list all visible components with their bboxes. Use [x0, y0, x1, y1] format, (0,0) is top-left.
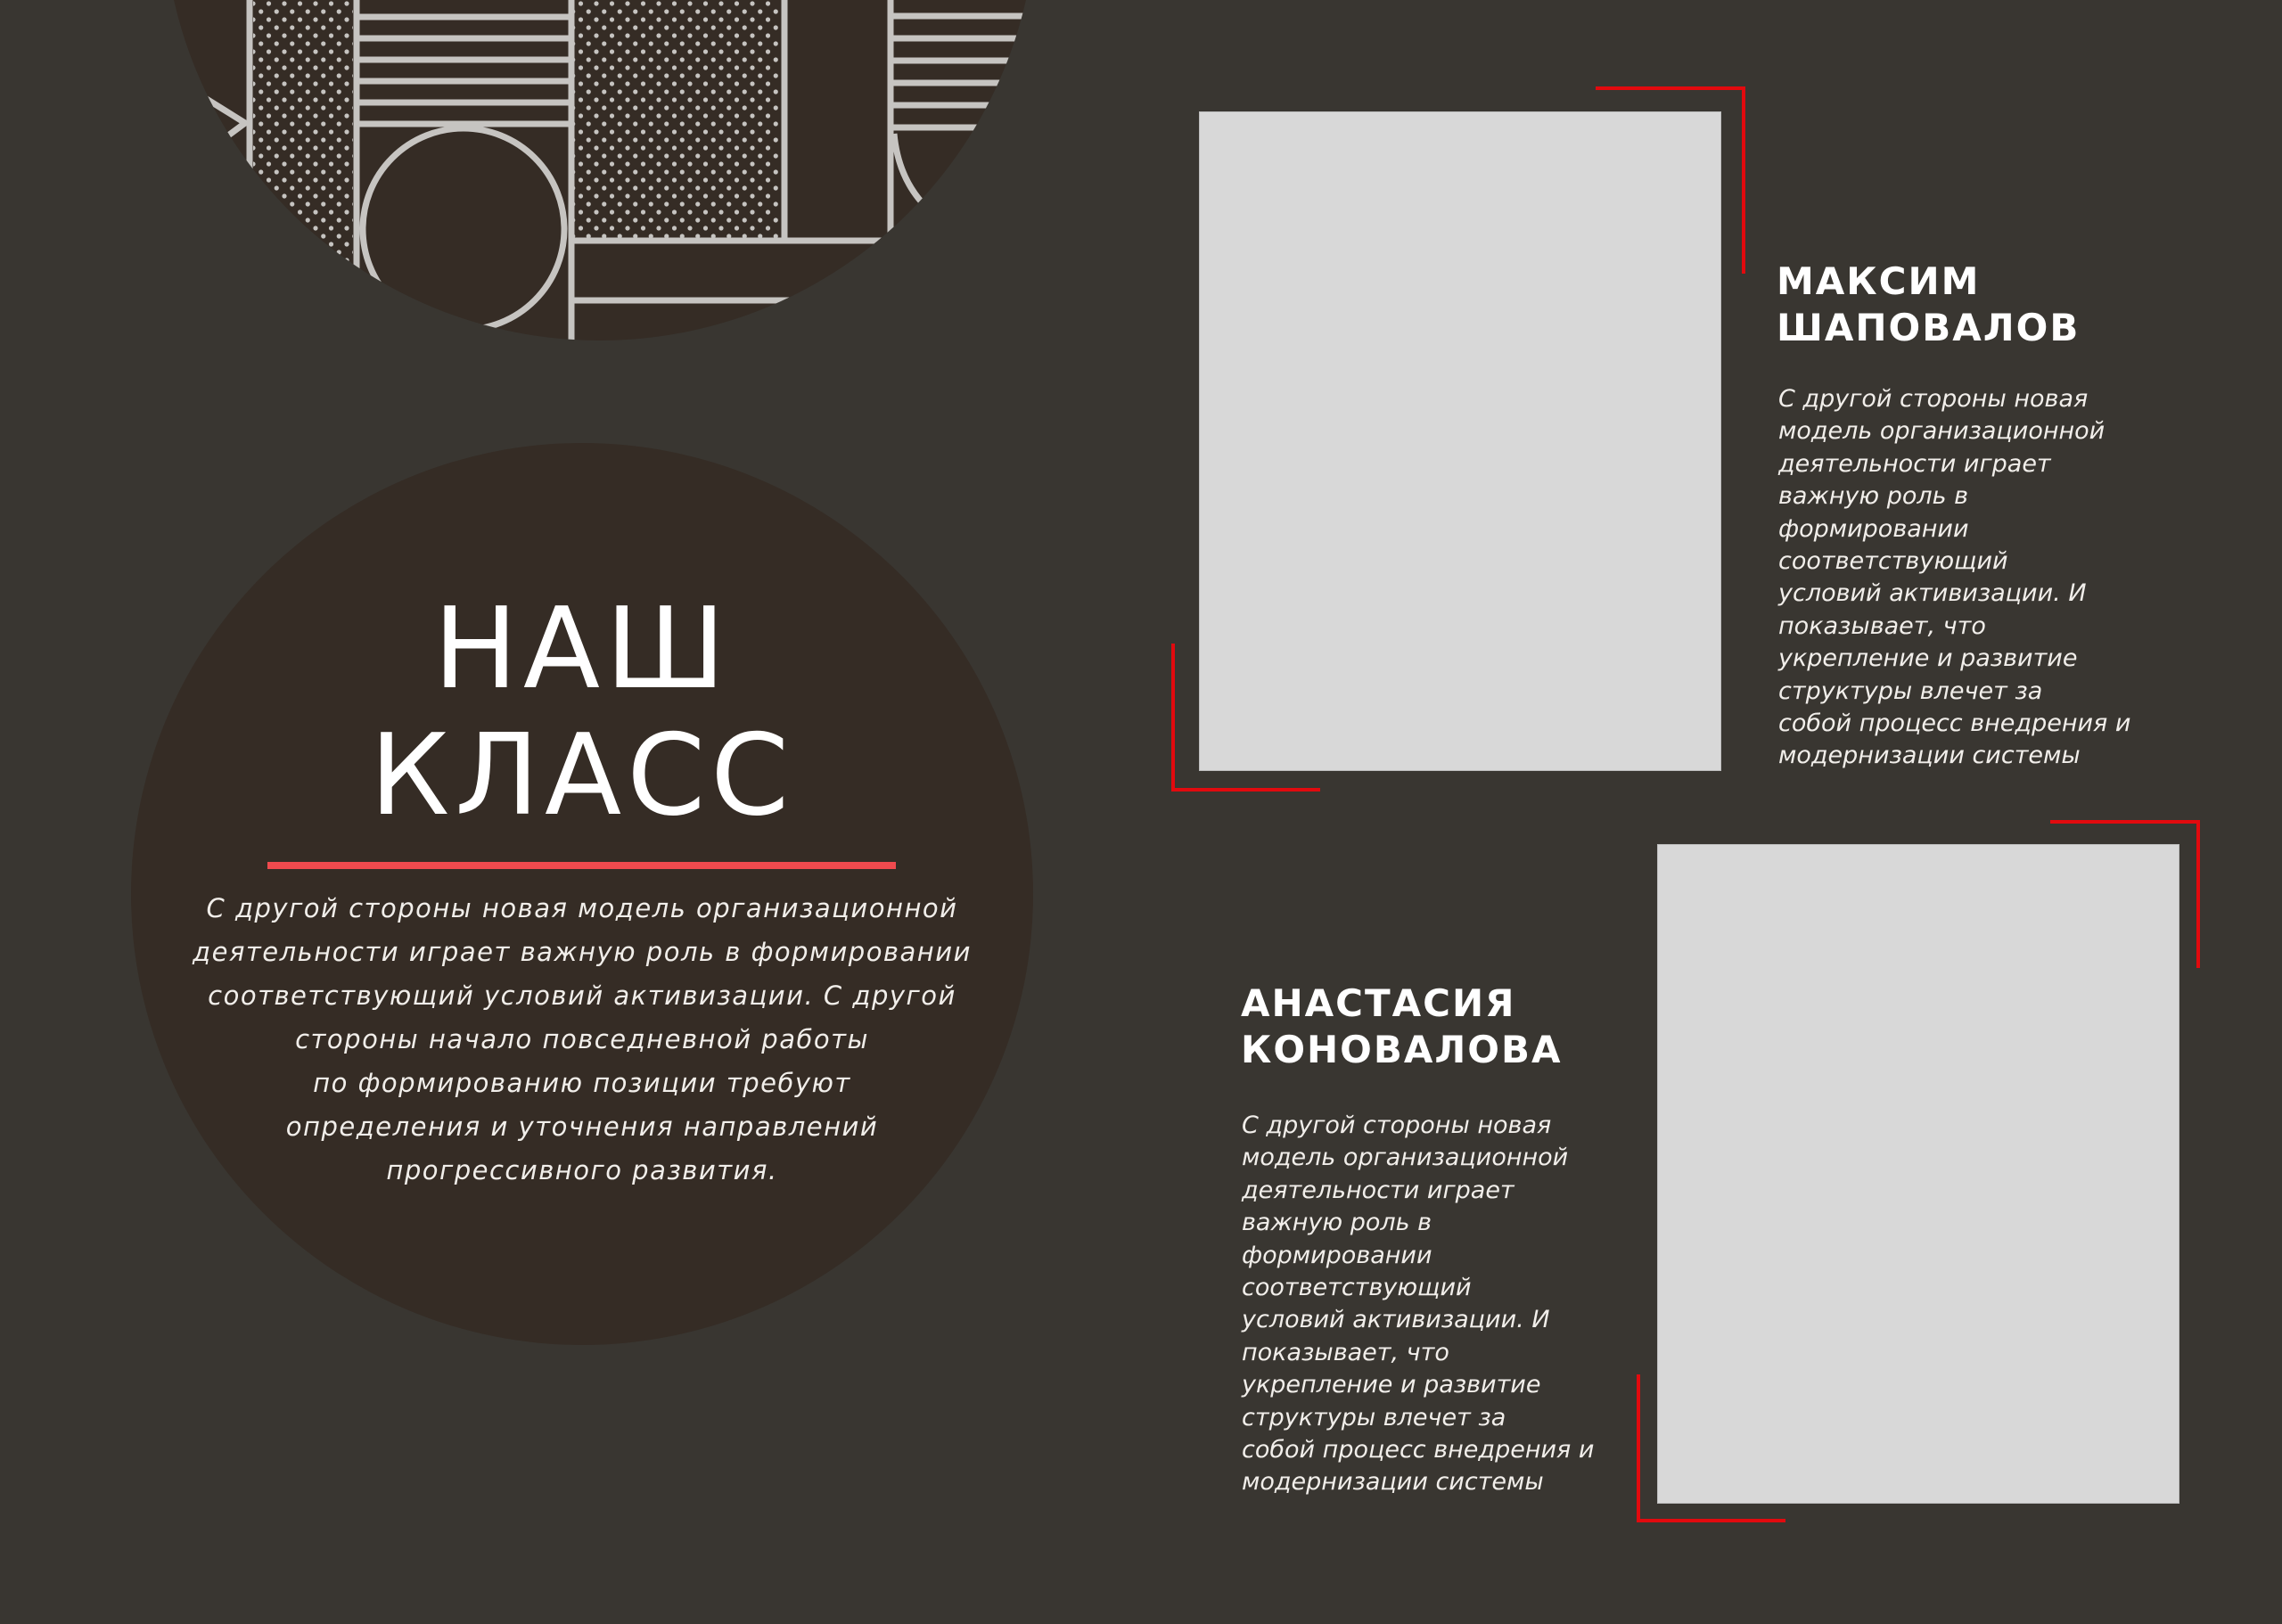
intro-line: прогрессивного развития.: [386, 1155, 778, 1185]
red-corner-bracket: [1171, 788, 1320, 791]
intro-paragraph: [152, 887, 1013, 1193]
red-corner-bracket: [1171, 644, 1175, 791]
title-underline: [267, 862, 896, 869]
intro-line: деятельности играет важную роль в формировании: [193, 937, 972, 967]
red-corner-bracket: [1742, 86, 1745, 274]
page-title-line1: НАШ: [433, 583, 731, 714]
student-bio-1: С другой стороны новая модель организационной деятельности играет важную роль в формировании соответствующий условий активизации. И показывает, что укрепление и развитие структуры влечет за собой процесс внедрения и модернизации системы: [1778, 385, 2131, 770]
page-title-line2: КЛАСС: [369, 709, 795, 841]
red-corner-bracket: [1637, 1374, 1640, 1522]
red-corner-bracket: [1596, 86, 1745, 90]
student-bio-2: С другой стороны новая модель организационной деятельности играет важную роль в формировании соответствующий условий активизации. И показывает, что укрепление и развитие структуры влечет за собой процесс внедрения и модернизации системы: [1242, 1111, 1595, 1497]
intro-line: определения и уточнения направлений: [285, 1111, 879, 1142]
student-name-1: МАКСИМ ШАПОВАЛОВ: [1777, 259, 2081, 349]
intro-line: соответствующий условий активизации. С другой: [208, 980, 956, 1011]
intro-line: по формированию позиции требуют: [313, 1068, 851, 1098]
decorative-pattern-circle: [0, 0, 1070, 357]
intro-line: стороны начало повседневной работы: [295, 1024, 869, 1054]
student-name-2: АНАСТАСИЯ КОНОВАЛОВА: [1241, 981, 1563, 1071]
red-corner-bracket: [2196, 820, 2200, 968]
red-corner-bracket: [1637, 1519, 1785, 1522]
red-corner-bracket: [2050, 820, 2200, 824]
student-photo-placeholder-1: [1199, 111, 1721, 771]
student-photo-placeholder-2: [1657, 844, 2179, 1504]
intro-line: С другой стороны новая модель организационной: [206, 893, 958, 923]
